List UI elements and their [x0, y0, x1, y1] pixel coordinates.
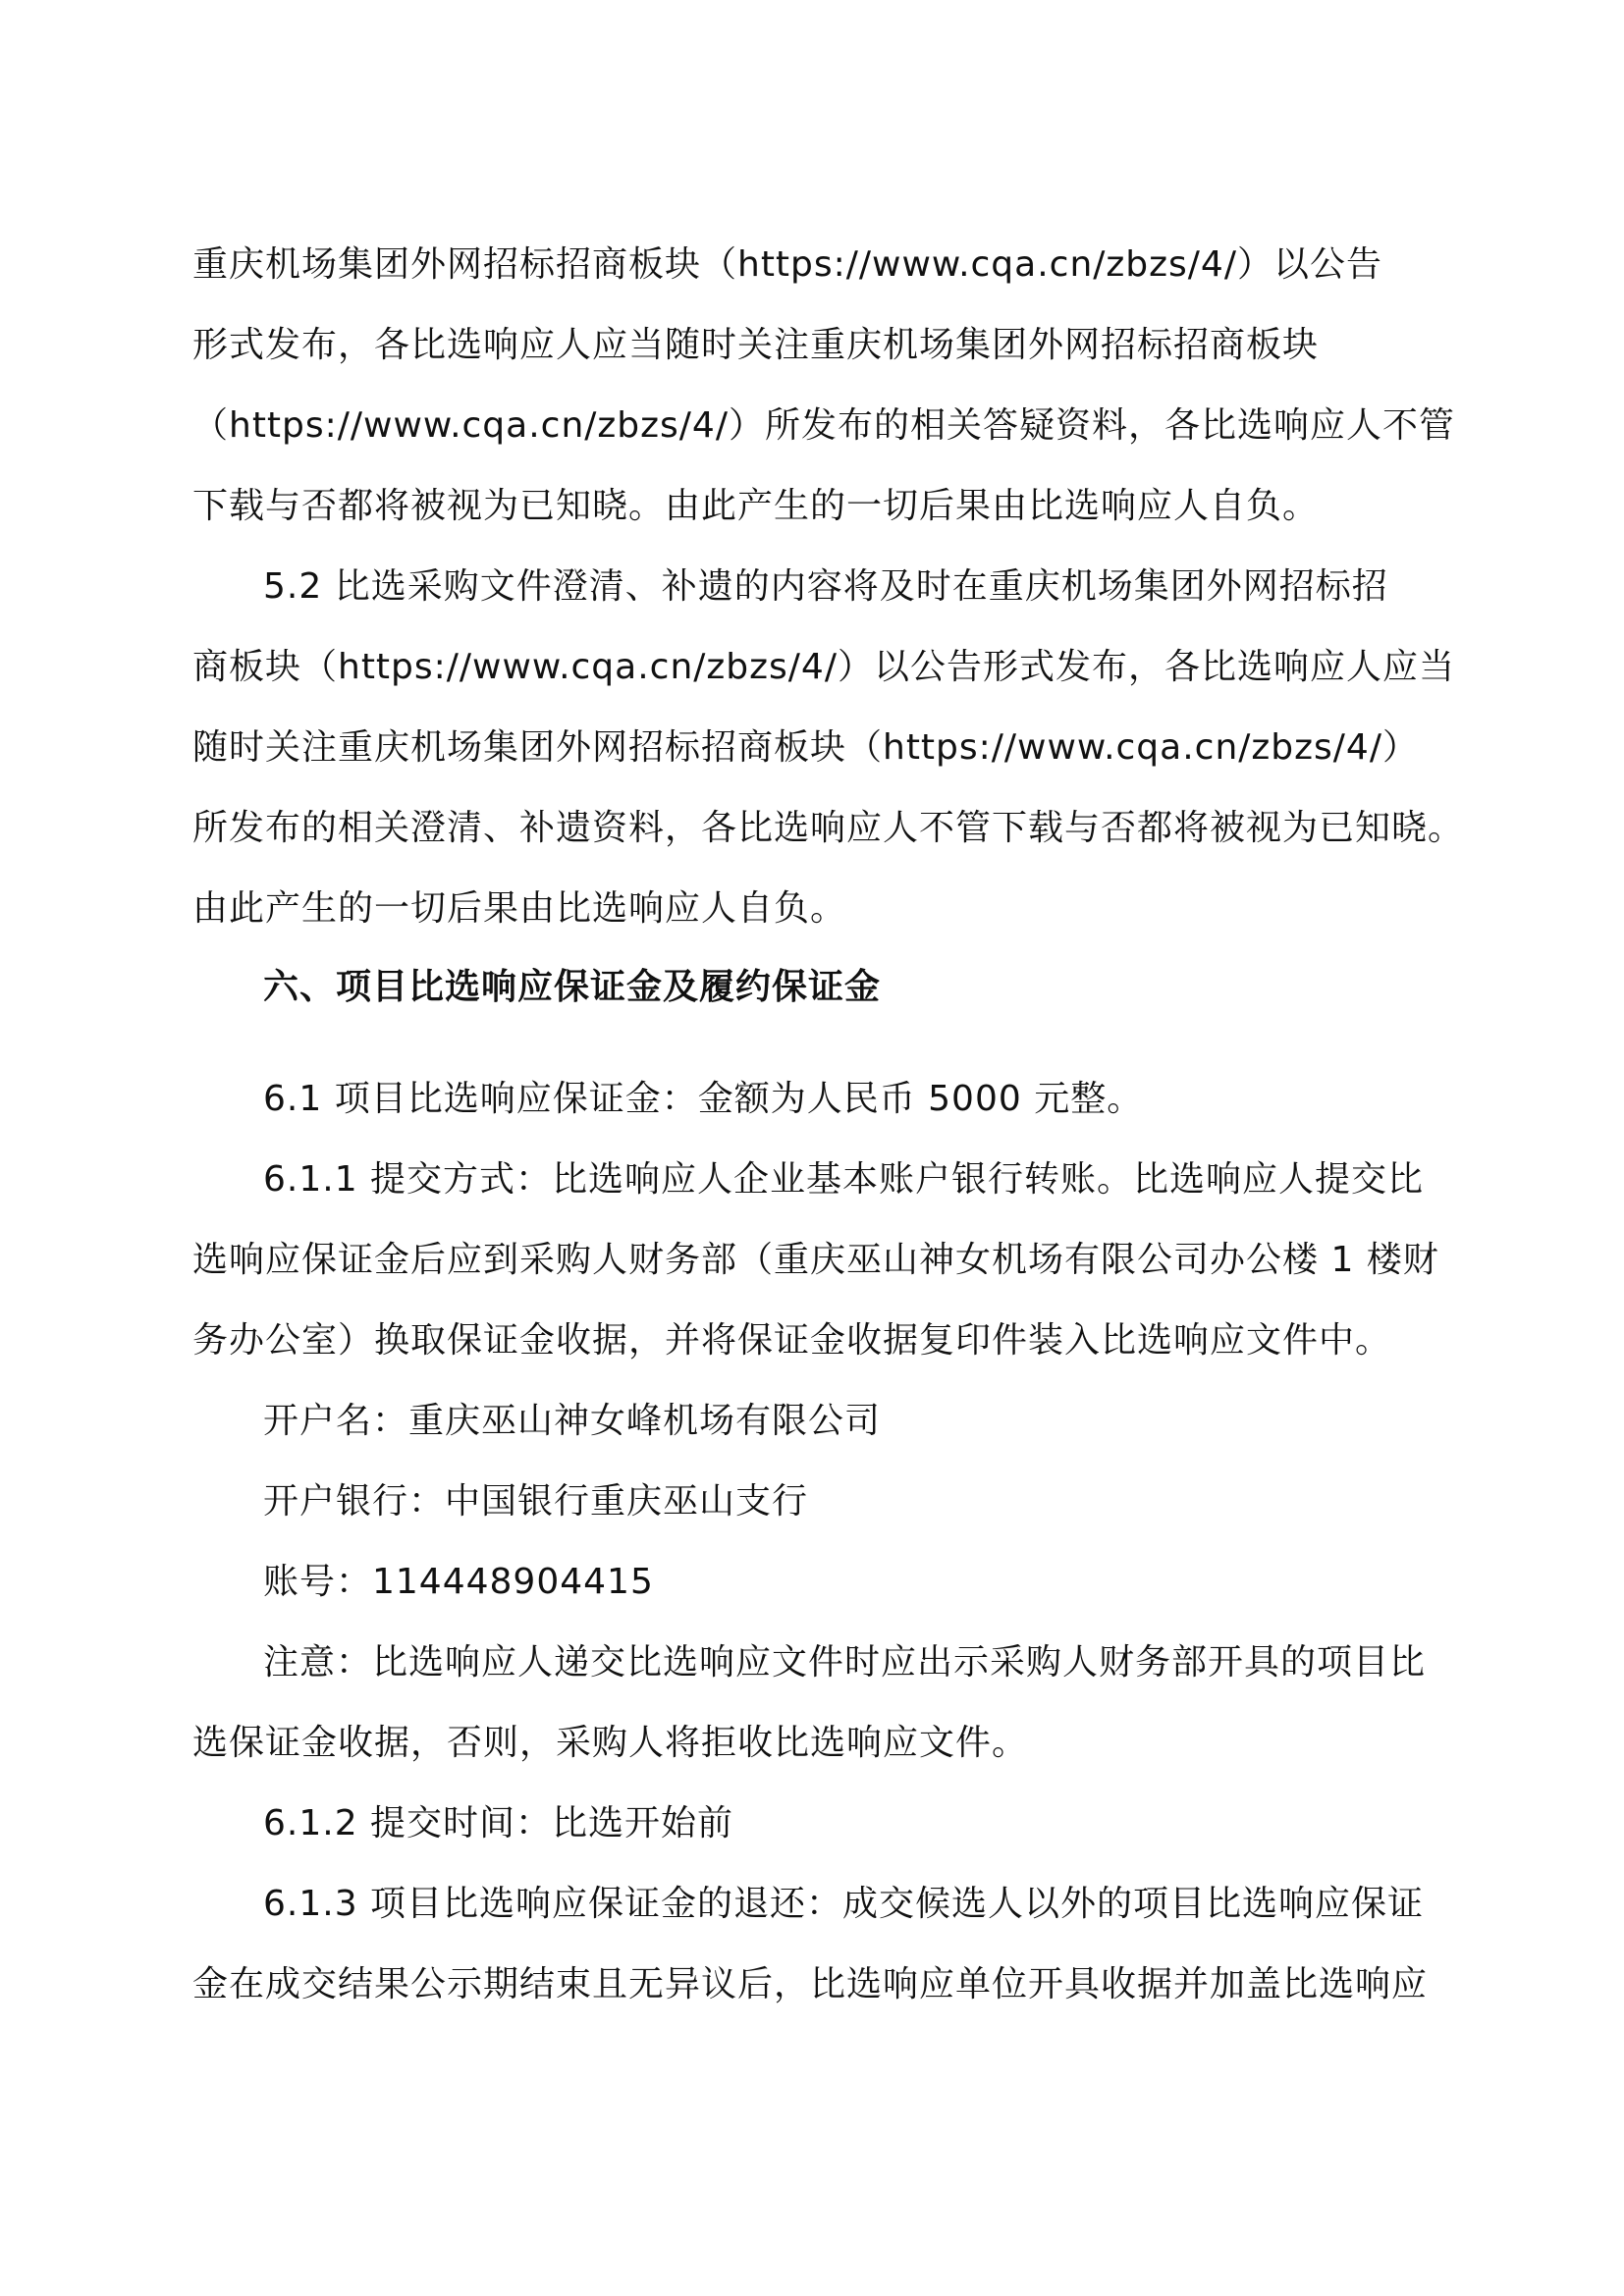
text-line: 6.1.2 提交时间：比选开始前	[263, 1803, 734, 1843]
text-line: 所发布的相关澄清、补遗资料，各比选响应人不管下载与否都将被视为已知晓。	[192, 808, 1465, 848]
text-line: 务办公室）换取保证金收据，并将保证金收据复印件装入比选响应文件中。	[192, 1320, 1392, 1361]
text-line: 开户银行：中国银行重庆巫山支行	[263, 1481, 809, 1522]
text-line: 下载与否都将被视为已知晓。由此产生的一切后果由比选响应人自负。	[192, 486, 1320, 526]
text-line: 商板块（https://www.cqa.cn/zbzs/4/）以公告形式发布，各比选响应人应当	[192, 647, 1455, 687]
text-line: 金在成交结果公示期结束且无异议后，比选响应单位开具收据并加盖比选响应	[192, 1964, 1429, 2004]
text-line: 6.1.3 项目比选响应保证金的退还：成交候选人以外的项目比选响应保证	[263, 1884, 1425, 1924]
text-line: 注意：比选响应人递交比选响应文件时应出示采购人财务部开具的项目比	[263, 1642, 1427, 1682]
section-heading: 六、项目比选响应保证金及履约保证金	[263, 967, 882, 1007]
text-line: 选响应保证金后应到采购人财务部（重庆巫山神女机场有限公司办公楼 1 楼财	[192, 1240, 1439, 1280]
text-line: 随时关注重庆机场集团外网招标招商板块（https://www.cqa.cn/zbzs/4/）	[192, 727, 1419, 768]
text-line: （https://www.cqa.cn/zbzs/4/）所发布的相关答疑资料，各比选响应人不管	[192, 405, 1455, 446]
text-line: 5.2 比选采购文件澄清、补遗的内容将及时在重庆机场集团外网招标招	[263, 566, 1388, 607]
text-line: 形式发布，各比选响应人应当随时关注重庆机场集团外网招标招商板块	[192, 325, 1320, 365]
text-line: 开户名：重庆巫山神女峰机场有限公司	[263, 1401, 882, 1441]
text-line: 6.1 项目比选响应保证金：金额为人民币 5000 元整。	[263, 1079, 1144, 1119]
text-line: 6.1.1 提交方式：比选响应人企业基本账户银行转账。比选响应人提交比	[263, 1159, 1425, 1200]
text-line: 选保证金收据，否则，采购人将拒收比选响应文件。	[192, 1723, 1029, 1763]
text-line: 由此产生的一切后果由比选响应人自负。	[192, 888, 847, 929]
text-line: 重庆机场集团外网招标招商板块（https://www.cqa.cn/zbzs/4/）以公告	[192, 244, 1382, 285]
text-line: 账号：114448904415	[263, 1562, 654, 1602]
